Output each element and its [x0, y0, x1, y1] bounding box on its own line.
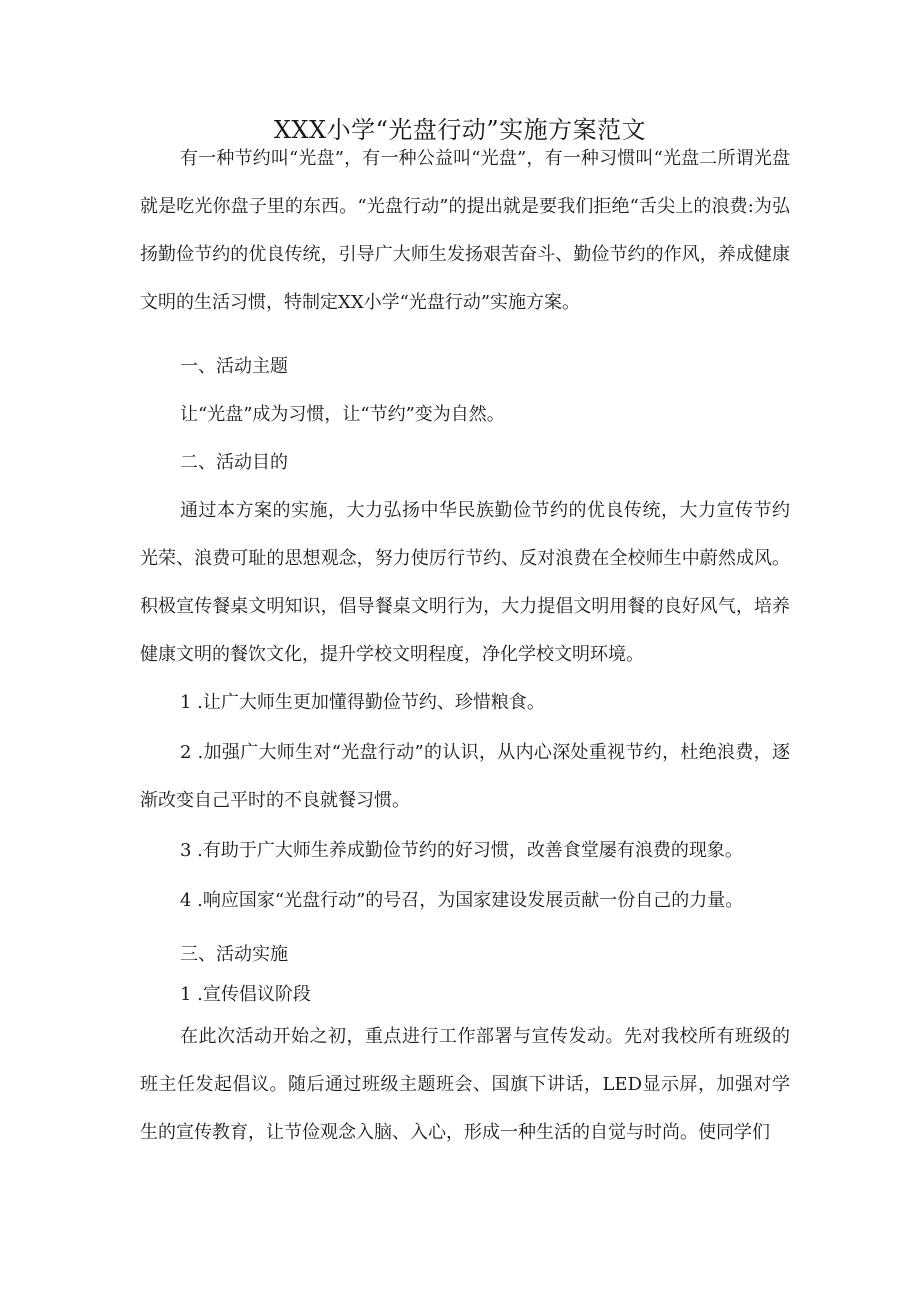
implementation-subheading: 1 .宣传倡议阶段 — [180, 984, 311, 1005]
section-heading-purpose: 二、活动目的 — [180, 452, 288, 473]
goal-item-4: 4 .响应国家“光盘行动”的号召，为国家建设发展贡献一份自己的力量。 — [180, 890, 744, 911]
goal-item-2: 2 .加强广大师生对“光盘行动”的认识，从内心深处重视节约，杜绝浪费，逐渐改变自己平时的不良就餐习惯。 — [140, 742, 790, 811]
section-heading-implementation: 三、活动实施 — [180, 944, 288, 965]
purpose-paragraph: 通过本方案的实施，大力弘扬中华民族勤俭节约的优良传统，大力宣传节约光荣、浪费可耻的思想观念，努力使厉行节约、反对浪费在全校师生中蔚然成风。积极宣传餐桌文明知识，倡导餐桌文明行为，大力提倡文明用餐的良好风气，培养健康文明的餐饮文化，提升学校文明程度，净化学校文明环境。 — [140, 500, 790, 665]
intro-paragraph: 有一种节约叫“光盘”，有一种公益叫“光盘”，有一种习惯叫“光盘二所谓光盘就是吃光你盘子里的东西。“光盘行动”的提出就是要我们拒绝“舌尖上的浪费:为弘扬勤俭节约的优良传统，引导广大师生发扬艰苦奋斗、勤俭节约的作风，养成健康文明的生活习惯，特制定XX小学“光盘行动”实施方案。 — [140, 148, 790, 313]
implementation-paragraph: 在此次活动开始之初，重点进行工作部署与宣传发动。先对我校所有班级的班主任发起倡议。随后通过班级主题班会、国旗下讲话，LED显示屏，加强对学生的宣传教育，让节俭观念入脑、入心，形成一种生活的自觉与时尚。使同学们 — [140, 1026, 790, 1143]
goal-item-3: 3 .有助于广大师生养成勤俭节约的好习惯，改善食堂屡有浪费的现象。 — [180, 840, 743, 861]
document-title: XXX小学“光盘行动”实施方案范文 — [273, 116, 647, 144]
section-heading-theme: 一、活动主题 — [180, 356, 288, 377]
goal-item-1: 1 .让广大师生更加懂得勤俭节约、珍惜粮食。 — [180, 692, 545, 713]
theme-paragraph: 让“光盘”成为习惯，让“节约”变为自然。 — [180, 404, 505, 425]
